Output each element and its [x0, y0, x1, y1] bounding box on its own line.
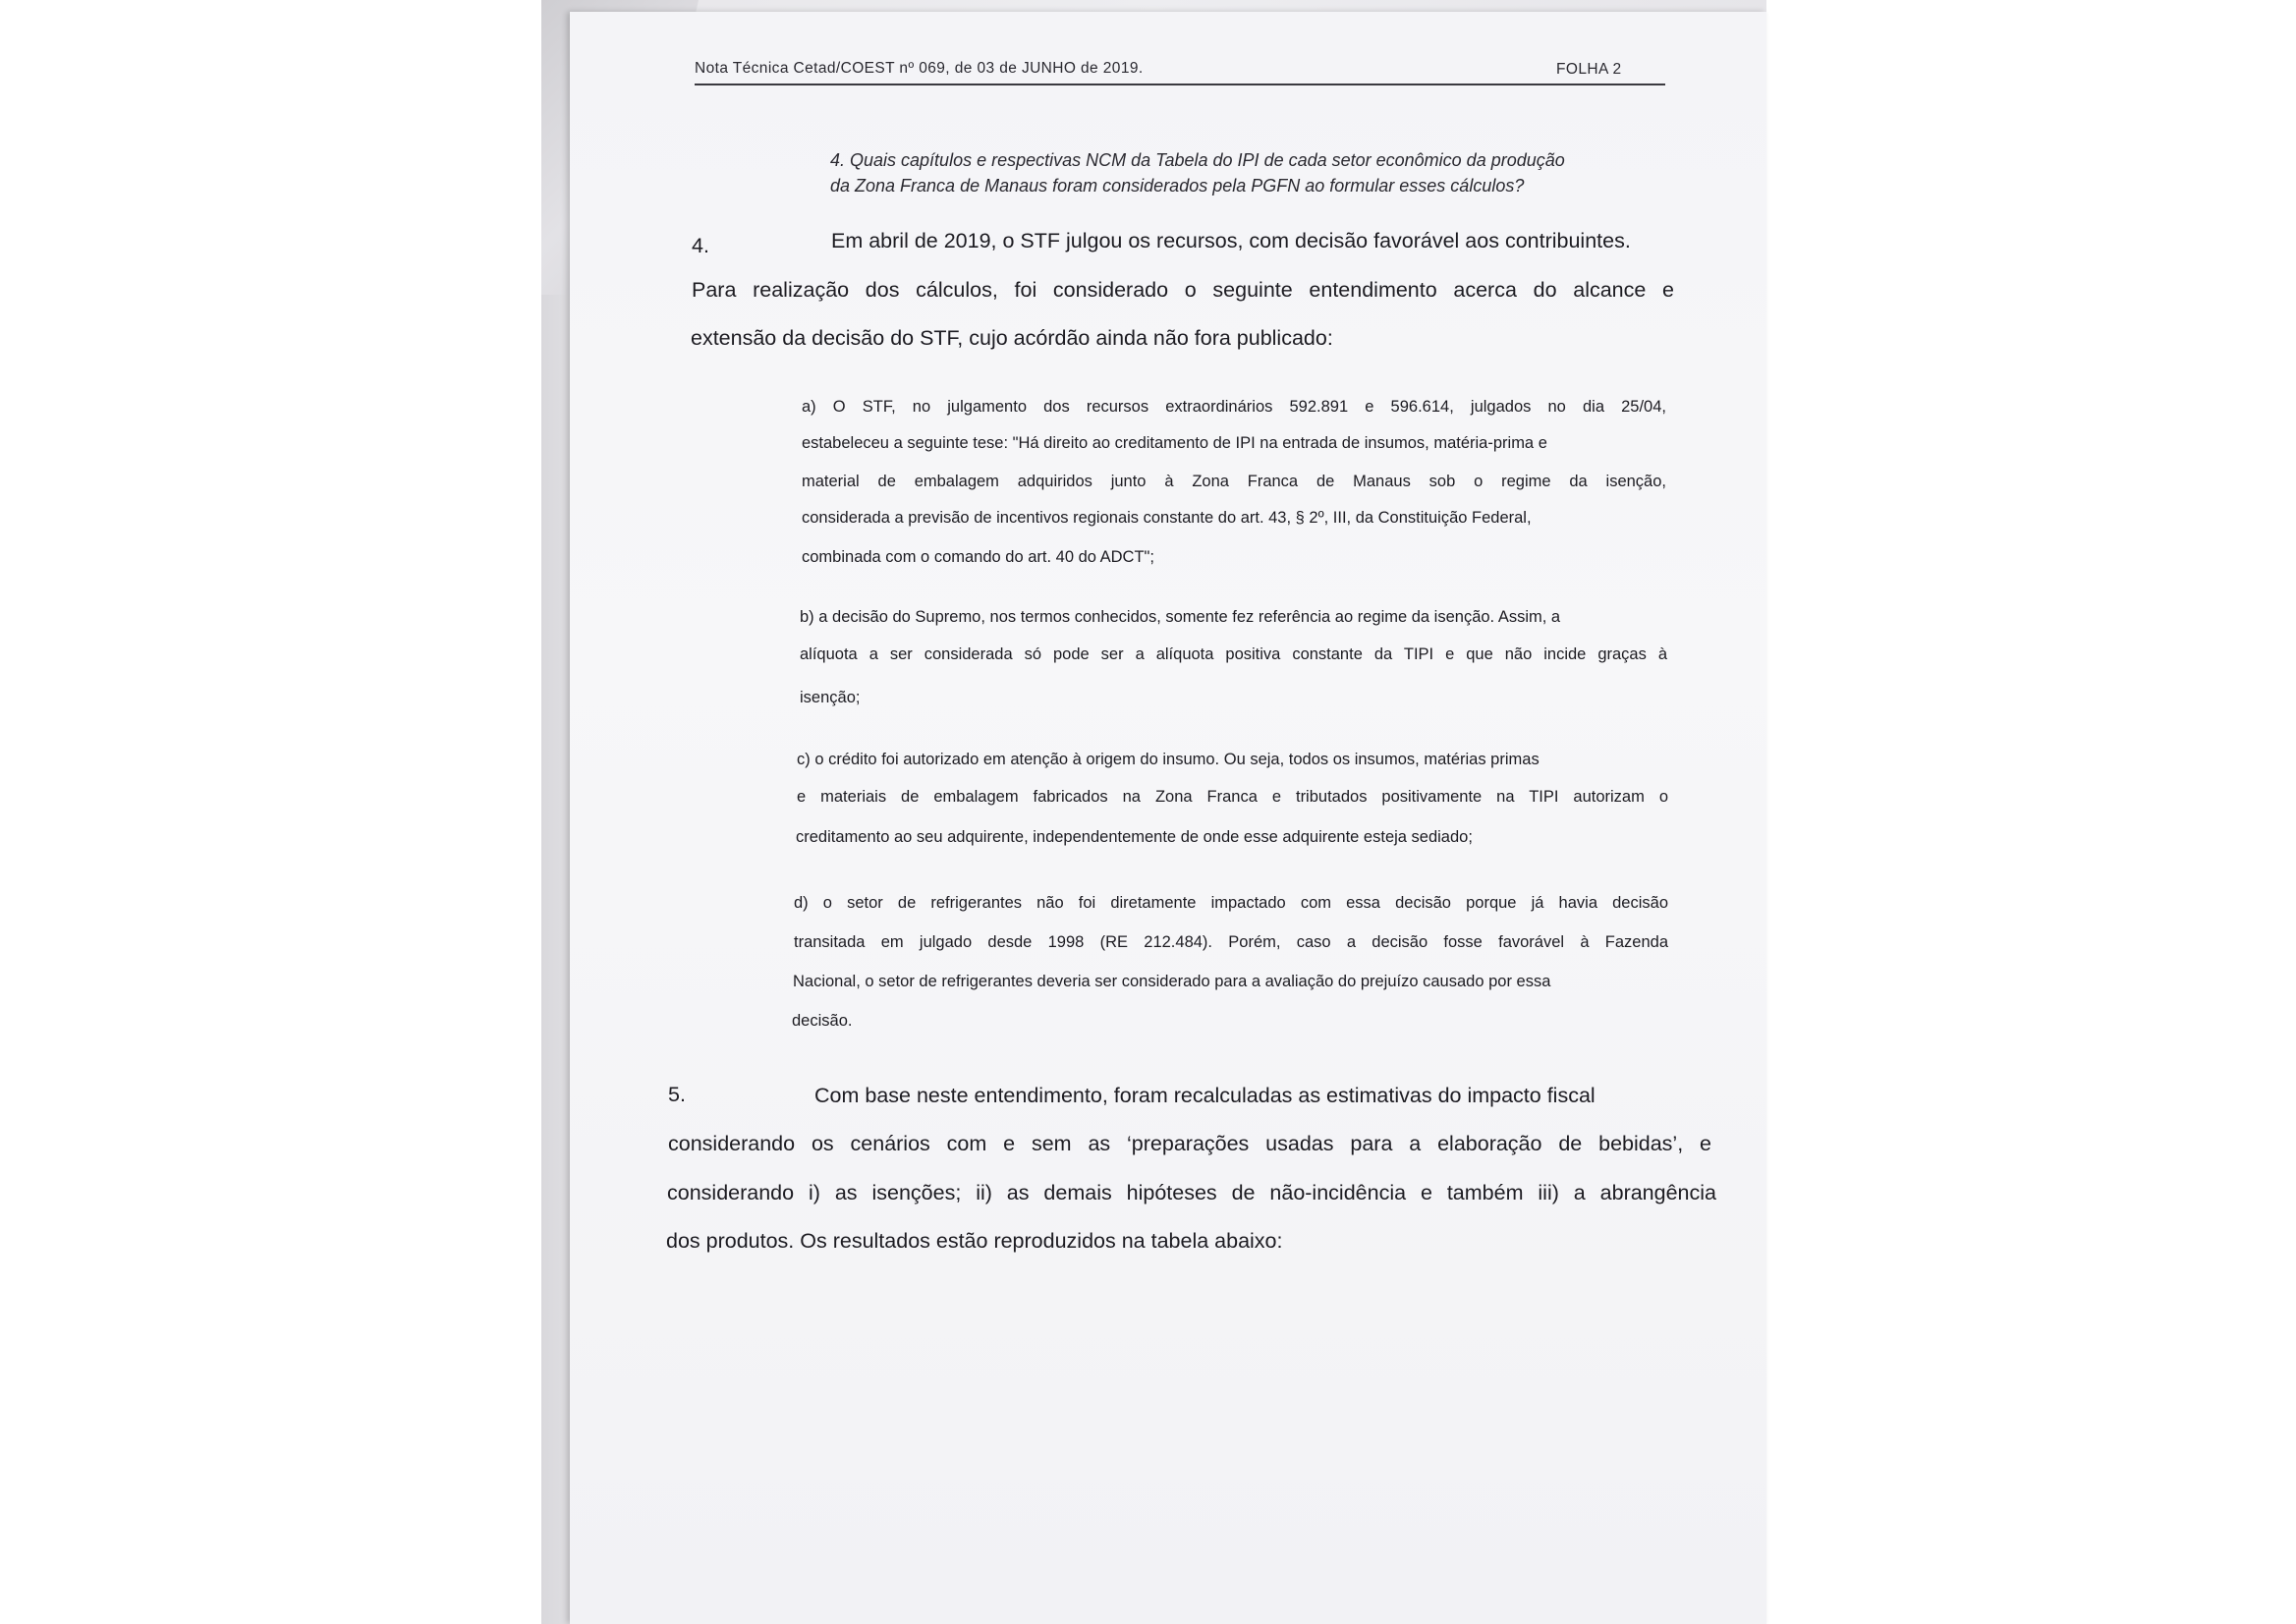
para-5-line-1: Com base neste entendimento, foram recalculadas as estimativas do impacto fiscal	[814, 1084, 1596, 1107]
para-4-line-2: Para realização dos cálculos, foi considerado o seguinte entendimento acerca do alcance e	[692, 278, 1674, 302]
item-d-line-2: transitada em julgado desde 1998 (RE 212.484). Porém, caso a decisão fosse favorável à Fazenda	[794, 933, 1668, 951]
question-line-1: 4. Quais capítulos e respectivas NCM da Tabela do IPI de cada setor econômico da produção	[830, 150, 1565, 170]
para-5-number: 5.	[668, 1083, 686, 1106]
para-4-line-1: Em abril de 2019, o STF julgou os recursos, com decisão favorável aos contribuintes.	[831, 229, 1631, 252]
para-5-line-3: considerando i) as isenções; ii) as demais hipóteses de não-incidência e também iii) a abrangência	[667, 1181, 1716, 1204]
item-b-line-2: alíquota a ser considerada só pode ser a alíquota positiva constante da TIPI e que não incide graças à	[800, 645, 1667, 663]
item-b-line-1: b) a decisão do Supremo, nos termos conhecidos, somente fez referência ao regime da isenção. Assim, a	[800, 608, 1561, 626]
para-5-line-2: considerando os cenários com e sem as ‘preparações usadas para a elaboração de bebidas’, e	[668, 1132, 1711, 1155]
item-a-line-1: a) O STF, no julgamento dos recursos extraordinários 592.891 e 596.614, julgados no dia 25/04,	[802, 398, 1666, 416]
item-a-line-3: material de embalagem adquiridos junto à Zona Franca de Manaus sob o regime da isenção,	[802, 473, 1666, 490]
item-c-line-3: creditamento ao seu adquirente, independentemente de onde esse adquirente esteja sediado;	[796, 828, 1473, 846]
item-b-line-3: isenção;	[800, 689, 861, 706]
header-rule	[695, 84, 1665, 85]
item-c-line-1: c) o crédito foi autorizado em atenção à origem do insumo. Ou seja, todos os insumos, matérias primas	[797, 751, 1540, 768]
item-d-line-4: decisão.	[792, 1012, 853, 1030]
item-a-line-4: considerada a previsão de incentivos regionais constante do art. 43, § 2º, III, da Constituição Federal,	[802, 509, 1532, 527]
para-4-line-3: extensão da decisão do STF, cujo acórdão ainda não fora publicado:	[691, 326, 1333, 350]
document-page	[570, 12, 1766, 1624]
item-a-line-5: combinada com o comando do art. 40 do ADCT";	[802, 548, 1154, 566]
header-folha: FOLHA 2	[1556, 61, 1622, 78]
item-d-line-1: d) o setor de refrigerantes não foi diretamente impactado com essa decisão porque já havia decisão	[794, 894, 1668, 912]
item-a-line-2: estabeleceu a seguinte tese: "Há direito ao creditamento de IPI na entrada de insumos, matéria-prima e	[802, 434, 1547, 452]
item-d-line-3: Nacional, o setor de refrigerantes deveria ser considerado para a avaliação do prejuízo causado por essa	[793, 973, 1551, 990]
header-title: Nota Técnica Cetad/COEST nº 069, de 03 de JUNHO de 2019.	[695, 60, 1144, 77]
para-5-line-4: dos produtos. Os resultados estão reproduzidos na tabela abaixo:	[666, 1229, 1283, 1253]
question-line-2: da Zona Franca de Manaus foram considerados pela PGFN ao formular esses cálculos?	[830, 176, 1525, 196]
para-4-number: 4.	[692, 234, 709, 257]
item-c-line-2: e materiais de embalagem fabricados na Zona Franca e tributados positivamente na TIPI autorizam o	[797, 788, 1668, 806]
